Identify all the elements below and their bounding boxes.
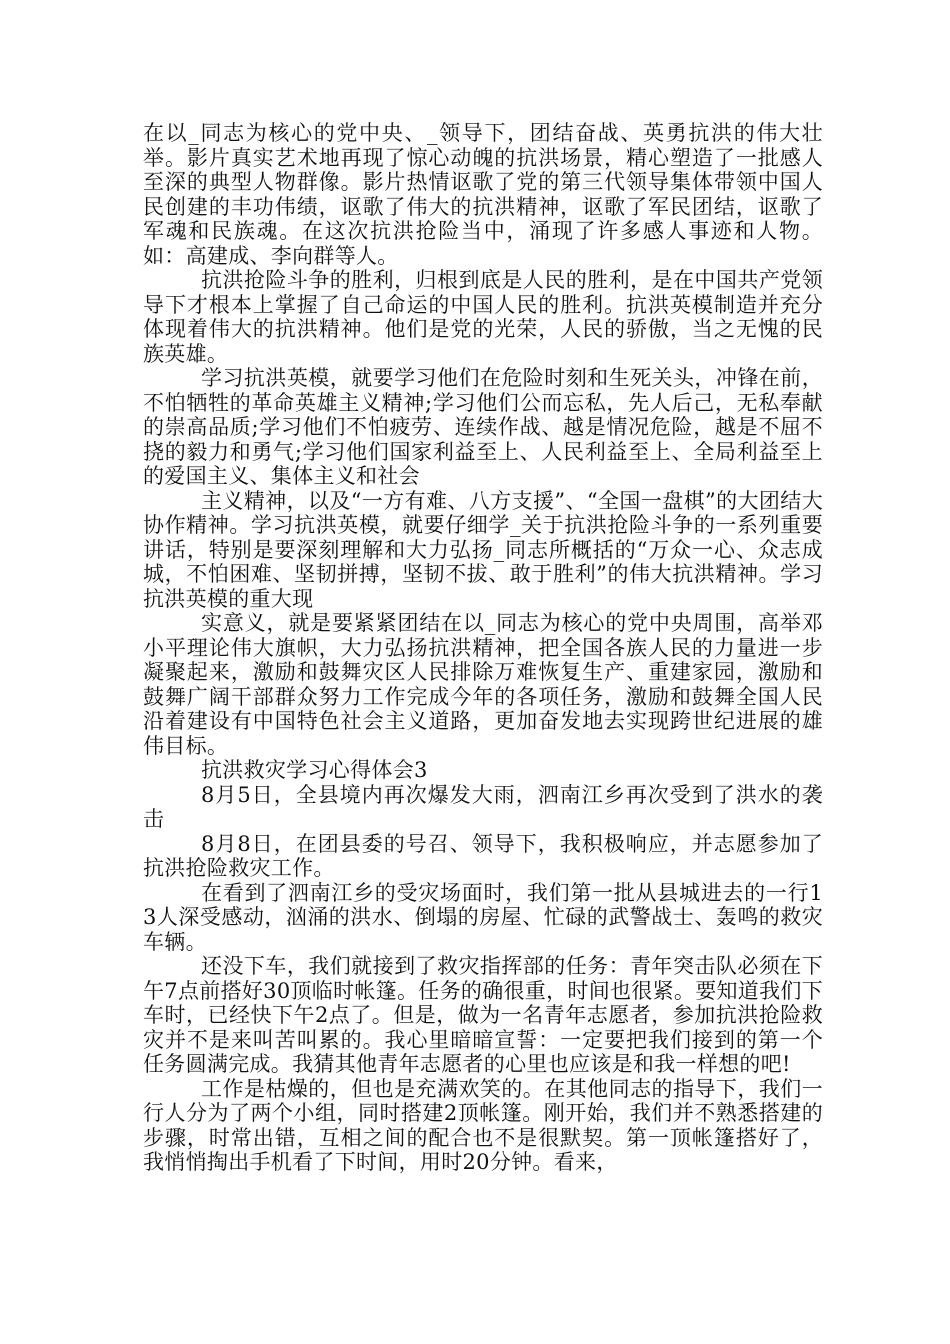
paragraph-9: 还没下车，我们就接到了救灾指挥部的任务：青年突击队必须在下午7点前搭好30顶临时帐篷。任务的确很重，时间也很紧。要知道我们下车时，已经快下午2点了。但是，做为一名青年志愿者，参加抗洪抢险救灾并不是来叫苦叫累的。我心里暗暗宣誓：一定要把我们接到的第一个任务圆满完成。我猜其他青年志愿者的心里也应该是和我一样想的吧! (143, 954, 823, 1076)
paragraph-10: 工作是枯燥的，但也是充满欢笑的。在其他同志的指导下，我们一行人分为了两个小组，同时搭建2顶帐篷。刚开始，我们并不熟悉搭建的步骤，时常出错，互相之间的配合也不是很默契。第一顶帐篷搭好了，我悄悄掏出手机看了下时间，用时20分钟。看来， (143, 1076, 823, 1174)
paragraph-6: 8月5日，全县境内再次爆发大雨，泗南江乡再次受到了洪水的袭击 (143, 782, 823, 831)
paragraph-1: 在以_同志为核心的党中央、_领导下，团结奋战、英勇抗洪的伟大壮举。影片真实艺术地再现了惊心动魄的抗洪场景，精心塑造了一批感人至深的典型人物群像。影片热情讴歌了党的第三代领导集体带领中国人民创建的丰功伟绩，讴歌了伟大的抗洪精神，讴歌了军民团结，讴歌了军魂和民族魂。在这次抗洪抢险当中，涌现了许多感人事迹和人物。如：高建成、李向群等人。 (143, 121, 823, 268)
section-heading: 抗洪救灾学习心得体会3 (201, 758, 428, 782)
document-body (143, 121, 823, 1175)
paragraph-8: 在看到了泗南江乡的受灾场面时，我们第一批从县城进去的一行13人深受感动，汹涌的洪水、倒塌的房屋、忙碌的武警战士、轰鸣的救灾车辆。 (143, 880, 823, 954)
paragraph-3: 学习抗洪英模，就要学习他们在危险时刻和生死关头，冲锋在前，不怕牺牲的革命英雄主义精神;学习他们公而忘私，先人后己，无私奉献的崇高品质;学习他们不怕疲劳、连续作战、越是情况危险，越是不屈不挠的毅力和勇气;学习他们国家利益至上、人民利益至上、全局利益至上的爱国主义、集体主义和社会 (143, 366, 823, 488)
paragraph-2: 抗洪抢险斗争的胜利，归根到底是人民的胜利，是在中国共产党领导下才根本上掌握了自己命运的中国人民的胜利。抗洪英模制造并充分体现着伟大的抗洪精神。他们是党的光荣，人民的骄傲，当之无愧的民族英雄。 (143, 268, 823, 366)
paragraph-7: 8月8日，在团县委的号召、领导下，我积极响应，并志愿参加了抗洪抢险救灾工作。 (143, 831, 823, 880)
paragraph-4: 主义精神，以及“一方有难、八方支援”、“全国一盘棋”的大团结大协作精神。学习抗洪英模，就要仔细学_关于抗洪抢险斗争的一系列重要讲话，特别是要深刻理解和大力弘扬_同志所概括的“万众一心、众志成城，不怕困难、坚韧拼搏，坚韧不拔、敢于胜利”的伟大抗洪精神。学习抗洪英模的重大现 (143, 488, 823, 611)
paragraph-5: 实意义，就是要紧紧团结在以_同志为核心的党中央周围，高举邓小平理论伟大旗帜，大力弘扬抗洪精神，把全国各族人民的力量进一步凝聚起来，激励和鼓舞灾区人民排除万难恢复生产、重建家园，激励和鼓舞广阔干部群众努力工作完成今年的各项任务，激励和鼓舞全国人民沿着建设有中国特色社会主义道路，更加奋发地去实现跨世纪进展的雄伟目标。 (143, 611, 823, 758)
